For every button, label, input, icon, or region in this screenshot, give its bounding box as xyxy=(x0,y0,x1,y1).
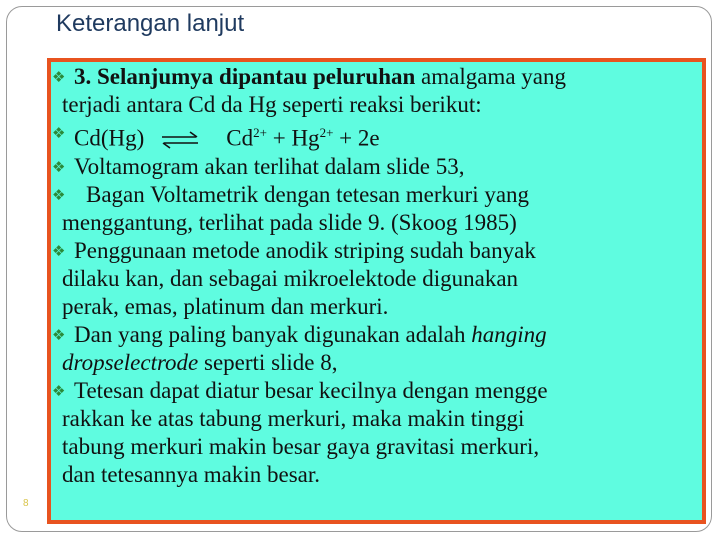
bullet-text-continued: tabung merkuri makin besar gaya gravitasi merkuri, xyxy=(62,433,540,459)
bullet-text-continued: dan tetesannya makin besar. xyxy=(62,461,321,487)
bullet-item: ❖ 3. Selanjumya dipantau peluruhan amalgama yang terjadi antara Cd da Hg seperti reaksi berikut: xyxy=(52,63,672,119)
bullet-text: Penggunaan metode anodik striping sudah banyak xyxy=(74,237,536,263)
bullet-text-italic: hanging xyxy=(471,321,547,347)
reaction-electrons: + 2e xyxy=(333,125,380,151)
bullet-item: ❖ Tetesan dapat diatur besar kecilnya dengan mengge rakkan ke atas tabung merkuri, maka makin tinggi tabung merkuri makin besar gaya gravitasi merkuri, dan tetesannya makin besar. xyxy=(52,377,672,489)
bullet-text: Voltamogram akan terlihat dalam slide 53, xyxy=(74,153,465,179)
bullet-item: ❖ Bagan Voltametrik dengan tetesan merkuri yang menggantung, terlihat pada slide 9. (Skoog 1985) xyxy=(52,181,672,237)
bullet-text-continued: terjadi antara Cd da Hg seperti reaksi berikut: xyxy=(62,92,482,117)
bullet-item: ❖ Cd(Hg) $Cd^{2+} + Hg^{2+} + 2e$ xyxy=(52,124,380,151)
bullet-text-continued: rakkan ke atas tabung merkuri, maka makin tinggi xyxy=(62,405,525,431)
bullet-text: amalgama yang xyxy=(415,64,566,89)
reaction-product-hg: + Hg xyxy=(266,125,320,151)
reaction-reactant: Cd(Hg) xyxy=(74,125,145,151)
bullet-list xyxy=(52,63,672,489)
bullet-item: ❖ Penggunaan metode anodik striping sudah banyak dilaku kan, dan sebagai mikroelektode digunakan perak, emas, platinum dan merkuri. xyxy=(52,237,672,321)
bullet-text: Tetesan dapat diatur besar kecilnya dengan mengge xyxy=(74,377,548,403)
charge-superscript: 2+ xyxy=(253,125,267,140)
bullet-item: ❖ Voltamogram akan terlihat dalam slide 53, xyxy=(52,153,672,181)
bullet-text-continued: perak, emas, platinum dan merkuri. xyxy=(62,293,389,319)
bullet-text: Dan yang paling banyak digunakan adalah xyxy=(74,321,472,347)
reaction-product-cd: Cd xyxy=(226,125,254,151)
bullet-text: seperti slide 8, xyxy=(198,349,338,375)
bullet-text-italic: dropselectrode xyxy=(62,349,199,375)
page-number: 8 xyxy=(23,498,29,509)
bullet-text: Bagan Voltametrik dengan tetesan merkuri yang xyxy=(86,181,530,207)
bullet-text-continued: dilaku kan, dan sebagai mikroelektode digunakan xyxy=(62,265,519,291)
bullet-text-bold: 3. Selanjumya dipantau peluruhan xyxy=(74,64,416,89)
slide-title: Keterangan lanjut xyxy=(56,10,245,37)
bullet-text-continued: menggantung, terlihat pada slide 9. (Skoog 1985) xyxy=(62,209,517,235)
charge-superscript: 2+ xyxy=(319,125,334,140)
equilibrium-arrows-icon xyxy=(160,131,200,149)
bullet-item: ❖ Dan yang paling banyak digunakan adalah hanging dropselectrode seperti slide 8, xyxy=(52,321,547,375)
